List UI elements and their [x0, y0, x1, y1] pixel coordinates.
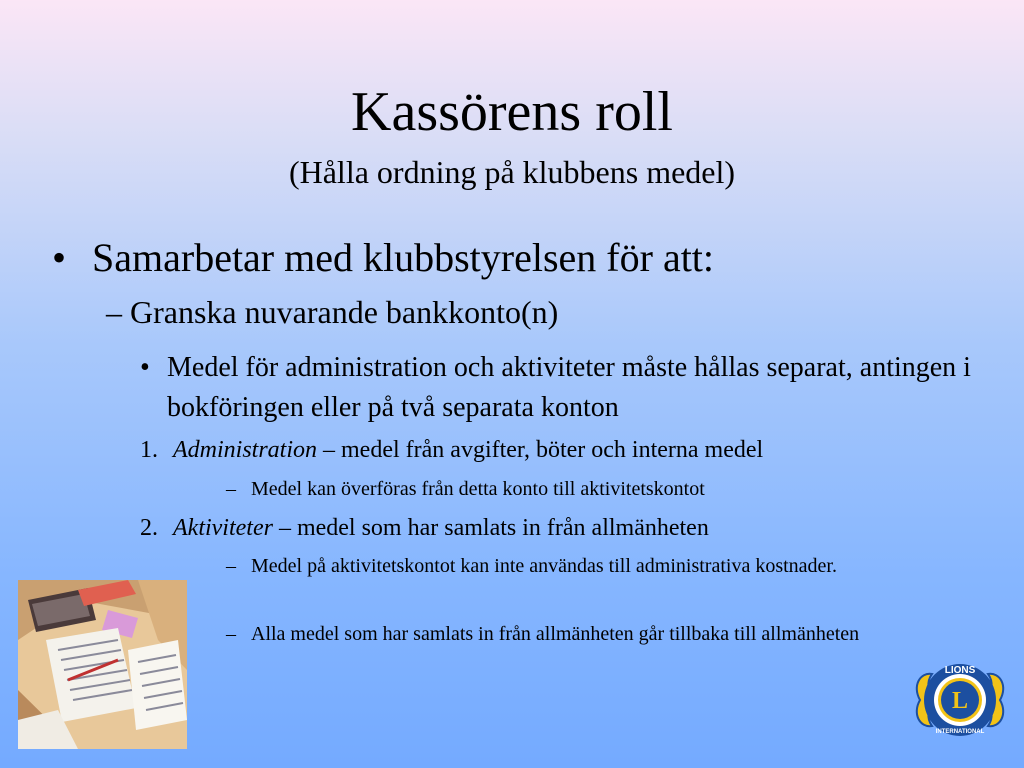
item-note: [226, 619, 926, 650]
item-text: – medel från avgifter, böter och interna medel: [317, 437, 764, 463]
dash-icon: –: [226, 478, 236, 500]
bullet-text: Granska nuvarande bankkonto(n): [130, 294, 559, 330]
note-text: Alla medel som har samlats in från allmänheten går tillbaka till allmänheten: [251, 623, 860, 645]
item-term: Aktiviteter: [173, 515, 273, 541]
note-text: Medel kan överföras från detta konto till aktivitetskontot: [251, 478, 705, 500]
item-note: [226, 474, 926, 505]
desk-papers-clipart: [18, 580, 187, 749]
dash-icon: –: [226, 623, 236, 645]
note-text: Medel på aktivitetskontot kan inte användas till administrativa kostnader.: [251, 555, 837, 577]
bullet-icon: •: [140, 352, 150, 383]
bullet-text: Medel för administration och aktiviteter måste hållas separat, antingen i bokföringen eller på två separata konton: [167, 352, 971, 423]
logo-top-text: LIONS: [944, 665, 976, 676]
dash-icon: –: [106, 294, 122, 330]
bullet-level2: [106, 292, 558, 332]
item-number: 2.: [140, 515, 158, 541]
item-note: [226, 551, 926, 582]
bullet-level1: [52, 234, 714, 282]
slide-subtitle: (Hålla ordning på klubbens medel): [288, 154, 736, 190]
item-term: Administration: [173, 437, 318, 463]
numbered-item-1: [140, 435, 763, 465]
slide-title: Kassörens roll: [351, 81, 673, 143]
logo-letter: L: [951, 688, 969, 714]
bullet-level3: [140, 348, 1000, 428]
dash-icon: –: [226, 555, 236, 577]
item-number: 1.: [140, 437, 158, 463]
bullet-icon: •: [52, 235, 67, 280]
logo-bottom-text: INTERNATIONAL: [935, 729, 985, 735]
bullet-text: Samarbetar med klubbstyrelsen för att:: [92, 235, 715, 280]
lions-international-logo: [912, 656, 1008, 744]
numbered-item-2: [140, 513, 709, 543]
item-text: – medel som har samlats in från allmänheten: [272, 515, 709, 541]
